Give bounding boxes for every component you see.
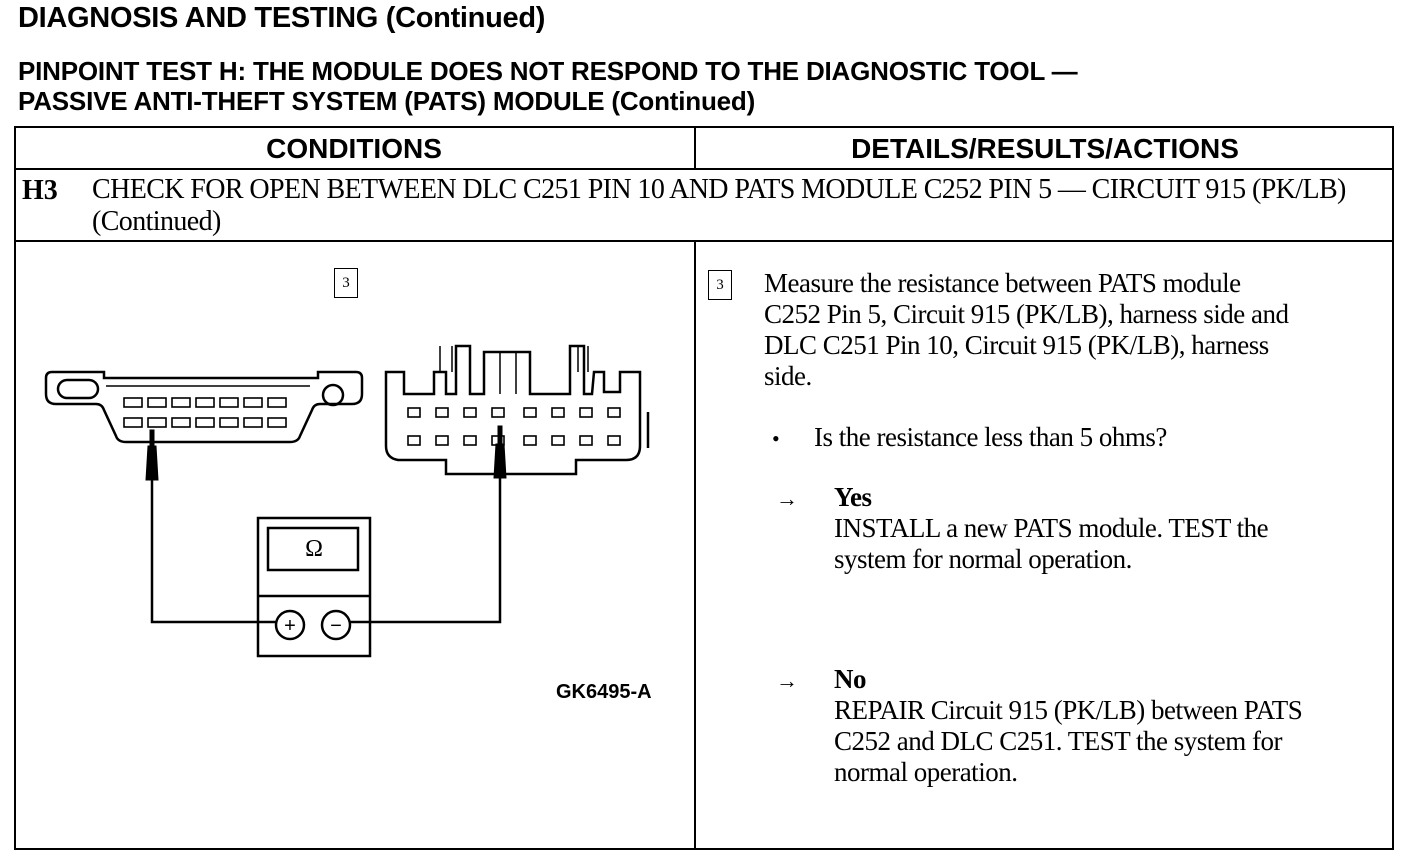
section-title: DIAGNOSIS AND TESTING (Continued) xyxy=(18,2,546,34)
instruction-line: Measure the resistance between PATS module xyxy=(764,268,1241,298)
details-ref-box: 3 xyxy=(708,270,732,300)
no-action-line: REPAIR Circuit 915 (PK/LB) between PATS xyxy=(834,695,1303,725)
instruction-line: C252 Pin 5, Circuit 915 (PK/LB), harness side and xyxy=(764,299,1289,329)
question-text: Is the resistance less than 5 ohms? xyxy=(814,422,1167,452)
details-header: DETAILS/RESULTS/ACTIONS xyxy=(851,133,1239,164)
step-title: CHECK FOR OPEN BETWEEN DLC C251 PIN 10 AND PATS MODULE C252 PIN 5 — CIRCUIT 915 (PK/LB) (Continued) xyxy=(92,174,1346,237)
test-title-line-2: PASSIVE ANTI-THEFT SYSTEM (PATS) MODULE (Continued) xyxy=(18,86,756,116)
no-action-line: C252 and DLC C251. TEST the system for xyxy=(834,726,1282,756)
test-title-line-1: PINPOINT TEST H: THE MODULE DOES NOT RESPOND TO THE DIAGNOSTIC TOOL — xyxy=(18,56,1078,86)
dlc-pins xyxy=(124,398,286,427)
bullet-icon: • xyxy=(772,426,780,451)
yes-label: Yes xyxy=(834,482,872,512)
probes xyxy=(146,426,506,480)
instruction-line: DLC C251 Pin 10, Circuit 915 (PK/LB), harness xyxy=(764,330,1269,360)
pats-pins xyxy=(408,408,620,445)
conditions-header: CONDITIONS xyxy=(266,133,442,164)
plus-terminal: + xyxy=(284,615,296,637)
figure-ref-box: 3 xyxy=(334,268,358,298)
yes-action-line: INSTALL a new PATS module. TEST the xyxy=(834,513,1269,543)
arrow-right-icon: → xyxy=(776,486,798,511)
instruction-text xyxy=(764,268,1288,392)
yes-result xyxy=(834,482,1268,575)
arrow-right-icon: → xyxy=(776,668,798,693)
figure-id: GK6495-A xyxy=(556,681,652,703)
no-label: No xyxy=(834,664,866,694)
negative-lead xyxy=(350,478,500,622)
step-id: H3 xyxy=(22,175,58,206)
instruction-line: side. xyxy=(764,361,812,391)
minus-terminal: − xyxy=(330,615,342,637)
yes-action-line: system for normal operation. xyxy=(834,544,1132,574)
no-action-line: normal operation. xyxy=(834,757,1018,787)
meter-display: Ω xyxy=(305,536,323,562)
no-result xyxy=(834,664,1302,788)
